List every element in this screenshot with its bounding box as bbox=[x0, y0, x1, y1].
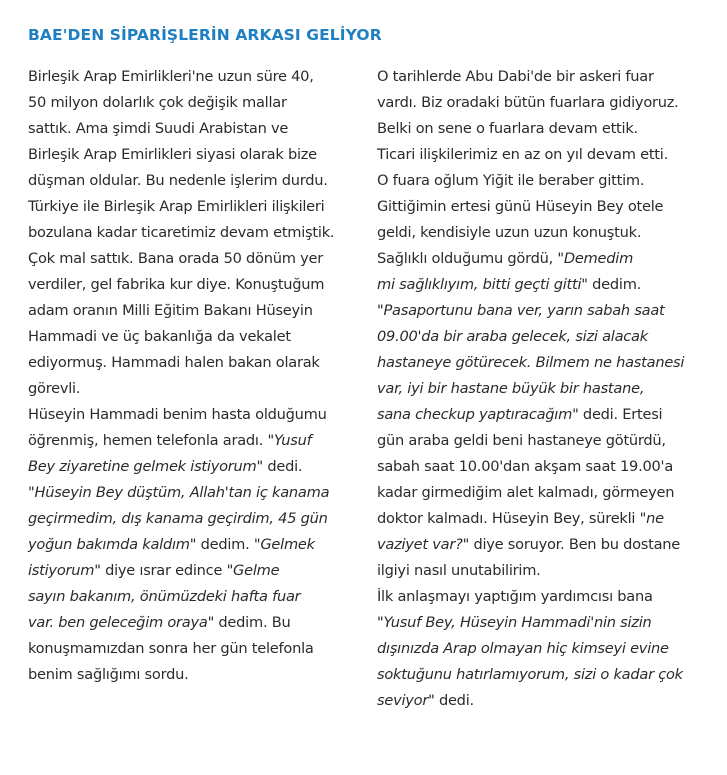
text-line bbox=[377, 64, 722, 90]
body-text: sabah saat 10.00'dan akşam saat 19.00'a bbox=[377, 458, 674, 475]
body-text: " bbox=[377, 302, 384, 319]
body-text: Çok mal sattık. Bana orada 50 dönüm yer bbox=[28, 250, 323, 267]
body-text: ilgiyi nasıl unutabilirim. bbox=[377, 562, 541, 579]
text-line bbox=[377, 272, 722, 298]
text-line bbox=[28, 194, 363, 220]
text-line bbox=[377, 376, 722, 402]
quote-text: Bey ziyaretine gelmek istiyorum bbox=[28, 458, 257, 475]
quote-text: Hüseyin Bey düştüm, Allah'tan iç kanama bbox=[34, 484, 330, 501]
text-line bbox=[28, 454, 363, 480]
quote-text: geçirmedim, dış kanama geçirdim, 45 gün bbox=[28, 510, 328, 527]
text-line bbox=[28, 116, 363, 142]
text-line bbox=[377, 558, 722, 584]
body-text: kadar girmediğim alet kalmadı, görmeyen bbox=[377, 484, 675, 501]
text-line bbox=[28, 298, 363, 324]
body-text: adam oranın Milli Eğitim Bakanı Hüseyin bbox=[28, 302, 313, 319]
body-text: O tarihlerde Abu Dabi'de bir askeri fuar bbox=[377, 68, 654, 85]
text-line bbox=[377, 246, 722, 272]
body-text: Birleşik Arap Emirlikleri'ne uzun süre 40, bbox=[28, 68, 314, 85]
quote-text: sayın bakanım, önümüzdeki hafta fuar bbox=[28, 588, 301, 605]
body-text: O fuara oğlum Yiğit ile beraber gittim. bbox=[377, 172, 645, 189]
text-line bbox=[28, 402, 363, 428]
quote-text: yoğun bakımda kaldım bbox=[28, 536, 190, 553]
text-line bbox=[377, 220, 722, 246]
body-text: ediyormuş. Hammadi halen bakan olarak bbox=[28, 354, 320, 371]
quote-text: var, iyi bir hastane büyük bir hastane, bbox=[377, 380, 645, 397]
text-line bbox=[28, 558, 363, 584]
text-line bbox=[28, 428, 363, 454]
body-text: Sağlıklı olduğumu gördü, " bbox=[377, 250, 564, 267]
body-text: " diye soruyor. Ben bu dostane bbox=[462, 536, 681, 553]
body-text: vardı. Biz oradaki bütün fuarlara gidiyoruz. bbox=[377, 94, 679, 111]
text-line bbox=[377, 636, 722, 662]
text-line bbox=[377, 532, 722, 558]
quote-text: ne bbox=[646, 510, 664, 527]
quote-text: soktuğunu hatırlamıyorum, sizi o kadar çok bbox=[377, 666, 683, 683]
text-line bbox=[28, 376, 363, 402]
quote-text: vaziyet var? bbox=[377, 536, 463, 553]
text-line bbox=[377, 90, 722, 116]
body-text: " dedim. bbox=[581, 276, 642, 293]
body-text: İlk anlaşmayı yaptığım yardımcısı bana bbox=[377, 588, 653, 605]
quote-text: seviyor bbox=[377, 692, 429, 709]
body-text: Hüseyin Hammadi benim hasta olduğumu bbox=[28, 406, 327, 423]
quote-text: Demedim bbox=[563, 250, 634, 267]
text-line bbox=[28, 168, 363, 194]
body-text: konuşmamızdan sonra her gün telefonla bbox=[28, 640, 314, 657]
body-text: Belki on sene o fuarlara devam ettik. bbox=[377, 120, 638, 137]
text-line bbox=[377, 194, 722, 220]
quote-text: istiyorum bbox=[28, 562, 95, 579]
body-text: benim sağlığımı sordu. bbox=[28, 666, 189, 683]
text-line bbox=[377, 168, 722, 194]
body-text: 50 milyon dolarlık çok değişik mallar bbox=[28, 94, 287, 111]
text-line bbox=[28, 272, 363, 298]
text-line bbox=[28, 584, 363, 610]
body-text: " diye ısrar edince " bbox=[94, 562, 234, 579]
left-column bbox=[28, 64, 363, 688]
text-line bbox=[377, 662, 722, 688]
text-line bbox=[377, 116, 722, 142]
body-text: Hammadi ve üç bakanlığa da vekalet bbox=[28, 328, 291, 345]
text-line bbox=[28, 610, 363, 636]
quote-text: hastaneye götürecek. Bilmem ne hastanesi bbox=[377, 354, 685, 371]
quote-text: Yusuf bbox=[273, 432, 312, 449]
body-text: " dedim. Bu bbox=[207, 614, 291, 631]
quote-text: sana checkup yaptıracağım bbox=[377, 406, 573, 423]
quote-text: dışınızda Arap olmayan hiç kimseyi evine bbox=[377, 640, 669, 657]
text-line bbox=[28, 350, 363, 376]
text-line bbox=[377, 454, 722, 480]
body-text: gün araba geldi beni hastaneye götürdü, bbox=[377, 432, 666, 449]
quote-text: mi sağlıklıyım, bitti geçti gitti bbox=[377, 276, 582, 293]
quote-text: var. ben geleceğim oraya bbox=[28, 614, 208, 631]
quote-text: Yusuf Bey, Hüseyin Hammadi'nin sizin bbox=[383, 614, 652, 631]
body-text: Birleşik Arap Emirlikleri siyasi olarak bize bbox=[28, 146, 317, 163]
text-line bbox=[28, 324, 363, 350]
body-text: bozulana kadar ticaretimiz devam etmiştik. bbox=[28, 224, 335, 241]
text-line bbox=[377, 506, 722, 532]
body-text: düşman oldular. Bu nedenle işlerim durdu. bbox=[28, 172, 328, 189]
text-line bbox=[377, 402, 722, 428]
body-text: verdiler, gel fabrika kur diye. Konuştuğum bbox=[28, 276, 325, 293]
text-line bbox=[377, 688, 722, 714]
quote-text: 09.00'da bir araba gelecek, sizi alacak bbox=[377, 328, 648, 345]
text-line bbox=[377, 428, 722, 454]
body-text: sattık. Ama şimdi Suudi Arabistan ve bbox=[28, 120, 289, 137]
body-text: " dedi. bbox=[428, 692, 474, 709]
body-text: Ticari ilişkilerimiz en az on yıl devam etti. bbox=[377, 146, 668, 163]
body-text: Gittiğimin ertesi günü Hüseyin Bey otele bbox=[377, 198, 664, 215]
body-text: " bbox=[377, 614, 384, 631]
text-line bbox=[377, 142, 722, 168]
body-text: doktor kalmadı. Hüseyin Bey, sürekli " bbox=[377, 510, 647, 527]
text-line bbox=[28, 64, 363, 90]
text-line bbox=[377, 350, 722, 376]
quote-text: Gelmek bbox=[260, 536, 315, 553]
body-text: geldi, kendisiyle uzun uzun konuştuk. bbox=[377, 224, 642, 241]
text-line bbox=[28, 90, 363, 116]
text-line bbox=[28, 636, 363, 662]
body-text: " bbox=[28, 484, 35, 501]
body-text: Türkiye ile Birleşik Arap Emirlikleri ilişkileri bbox=[28, 198, 325, 215]
text-line bbox=[28, 532, 363, 558]
right-column bbox=[377, 64, 722, 714]
text-line bbox=[377, 324, 722, 350]
text-line bbox=[377, 610, 722, 636]
body-text: " dedi. Ertesi bbox=[572, 406, 663, 423]
text-line bbox=[28, 662, 363, 688]
body-text: görevli. bbox=[28, 380, 81, 397]
text-line bbox=[28, 220, 363, 246]
text-line bbox=[28, 480, 363, 506]
body-text: " dedi. bbox=[256, 458, 303, 475]
text-line bbox=[377, 584, 722, 610]
text-line bbox=[28, 246, 363, 272]
article-title: BAE'DEN SİPARİŞLERİN ARKASI GELİYOR bbox=[28, 26, 382, 44]
text-line bbox=[28, 142, 363, 168]
text-line bbox=[377, 480, 722, 506]
body-text: " dedim. " bbox=[189, 536, 261, 553]
quote-text: Gelme bbox=[233, 562, 280, 579]
text-line bbox=[28, 506, 363, 532]
body-text: öğrenmiş, hemen telefonla aradı. " bbox=[28, 432, 274, 449]
quote-text: Pasaportunu bana ver, yarın sabah saat bbox=[383, 302, 665, 319]
text-line bbox=[377, 298, 722, 324]
